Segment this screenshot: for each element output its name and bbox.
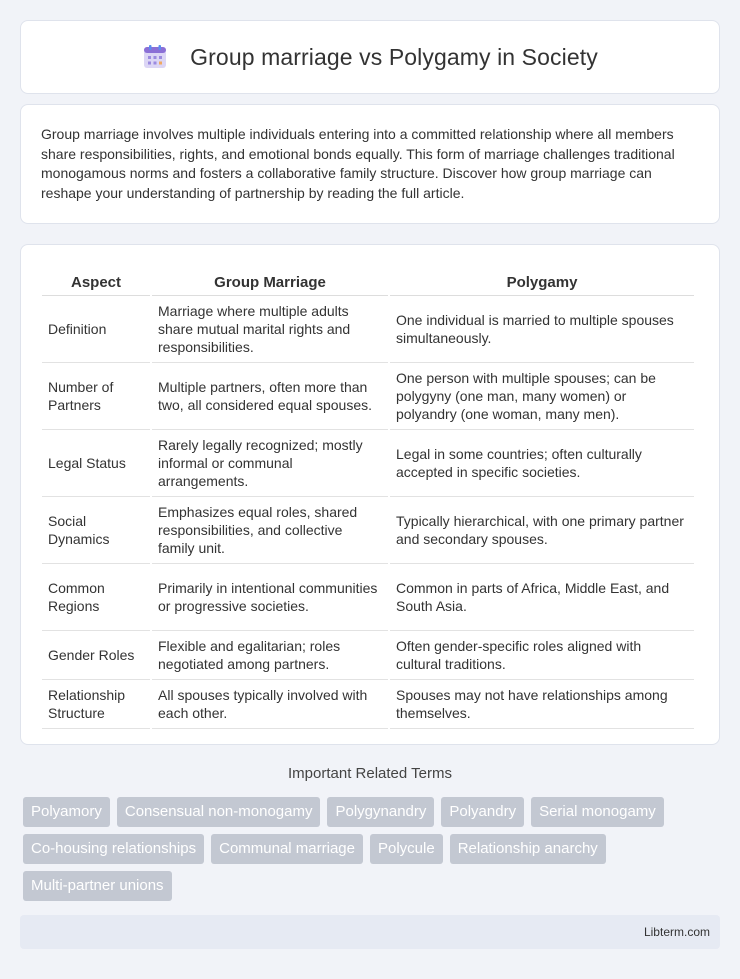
tag-relationship-anarchy[interactable]: Relationship anarchy bbox=[450, 834, 606, 864]
comparison-table-card bbox=[20, 244, 720, 745]
table-cell: Relationship Structure bbox=[42, 680, 150, 729]
tag-consensual-non-monogamy[interactable]: Consensual non-monogamy bbox=[117, 797, 321, 827]
page-title: Group marriage vs Polygamy in Society bbox=[190, 43, 598, 70]
table-cell: Multiple partners, often more than two, all considered equal spouses. bbox=[152, 363, 388, 430]
table-cell: Flexible and egalitarian; roles negotiated among partners. bbox=[152, 631, 388, 680]
table-cell: Primarily in intentional communities or progressive societies. bbox=[152, 564, 388, 631]
table-cell: Number of Partners bbox=[42, 363, 150, 430]
table-cell: One person with multiple spouses; can be polygyny (one man, many women) or polyandry (one woman, many men). bbox=[390, 363, 694, 430]
tag-co-housing-relationships[interactable]: Co-housing relationships bbox=[23, 834, 204, 864]
footer bbox=[20, 915, 720, 949]
tag-multi-partner-unions[interactable]: Multi-partner unions bbox=[23, 871, 172, 901]
table-cell: Definition bbox=[42, 296, 150, 363]
table-row bbox=[42, 363, 694, 430]
table-cell: Emphasizes equal roles, shared responsibilities, and collective family unit. bbox=[152, 497, 388, 564]
intro-text: Group marriage involves multiple individuals entering into a committed relationship where all members share responsibilities, rights, and emotional bonds equally. This form of marriage challenges traditional monogamous norms and fosters a collaborative family structure. Discover how group marriage can reshape your understanding of partnership by reading the full article. bbox=[41, 126, 675, 201]
table-cell: One individual is married to multiple spouses simultaneously. bbox=[390, 296, 694, 363]
tag-polycule[interactable]: Polycule bbox=[370, 834, 443, 864]
table-cell: Gender Roles bbox=[42, 631, 150, 680]
table-cell: Social Dynamics bbox=[42, 497, 150, 564]
table-cell: Legal in some countries; often culturally accepted in specific societies. bbox=[390, 430, 694, 497]
table-row bbox=[42, 680, 694, 729]
table-cell: All spouses typically involved with each other. bbox=[152, 680, 388, 729]
tag-communal-marriage[interactable]: Communal marriage bbox=[211, 834, 363, 864]
related-terms-list bbox=[23, 797, 723, 908]
table-header-row bbox=[42, 265, 694, 296]
comparison-table bbox=[40, 265, 696, 729]
table-row bbox=[42, 497, 694, 564]
calendar-icon bbox=[142, 44, 168, 70]
table-cell: Rarely legally recognized; mostly informal or communal arrangements. bbox=[152, 430, 388, 497]
header-group-marriage: Group Marriage bbox=[152, 265, 388, 296]
table-cell: Typically hierarchical, with one primary partner and secondary spouses. bbox=[390, 497, 694, 564]
tag-polygynandry[interactable]: Polygynandry bbox=[327, 797, 434, 827]
tag-serial-monogamy[interactable]: Serial monogamy bbox=[531, 797, 664, 827]
header-card bbox=[20, 20, 720, 94]
table-cell: Often gender-specific roles aligned with cultural traditions. bbox=[390, 631, 694, 680]
table-row bbox=[42, 296, 694, 363]
related-terms-title: Important Related Terms bbox=[288, 765, 452, 782]
table-cell: Legal Status bbox=[42, 430, 150, 497]
table-cell: Common Regions bbox=[42, 564, 150, 631]
table-row bbox=[42, 564, 694, 631]
footer-site-link[interactable]: Libterm.com bbox=[643, 925, 710, 939]
table-cell: Common in parts of Africa, Middle East, and South Asia. bbox=[390, 564, 694, 631]
table-row bbox=[42, 631, 694, 680]
table-cell: Spouses may not have relationships among themselves. bbox=[390, 680, 694, 729]
tag-polyamory[interactable]: Polyamory bbox=[23, 797, 110, 827]
header-polygamy: Polygamy bbox=[390, 265, 694, 296]
table-row bbox=[42, 430, 694, 497]
intro-card bbox=[20, 104, 720, 224]
table-cell: Marriage where multiple adults share mutual marital rights and responsibilities. bbox=[152, 296, 388, 363]
tag-polyandry[interactable]: Polyandry bbox=[441, 797, 524, 827]
header-aspect: Aspect bbox=[42, 265, 150, 296]
